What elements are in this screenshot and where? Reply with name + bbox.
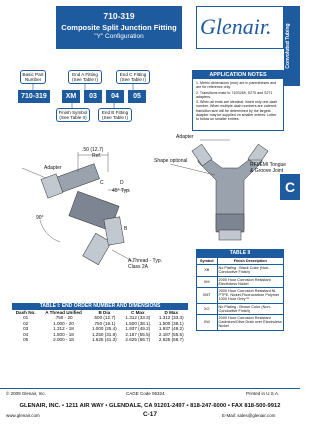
end-a-label: End A Fitting (See Table I) — [68, 70, 102, 84]
dim-c: C — [100, 180, 104, 186]
table-row — [12, 337, 188, 342]
table-row — [197, 288, 283, 304]
table-row — [197, 303, 283, 314]
footer-email[interactable]: E-Mail: sales@glenair.com — [222, 413, 276, 418]
adapter-label-left: Adapter — [44, 165, 62, 171]
table2-header: Finish Description — [217, 258, 283, 265]
pn-box-end-a: 03 — [84, 90, 102, 103]
table-cell: .750 (19.1) — [93, 320, 116, 326]
table-cell: 1.000 - 20 — [53, 320, 74, 326]
table-cell: 1.000 (25.4) — [91, 326, 117, 332]
pn-box-end-c: 05 — [128, 90, 146, 103]
y-fitting-right — [192, 144, 268, 240]
table-cell: 1.500 (38.1) — [158, 320, 184, 326]
finish-symbol: XMT — [197, 288, 217, 304]
table-cell: 04 — [23, 331, 29, 337]
angle-90: 90° — [36, 215, 44, 221]
table-end-order — [12, 303, 188, 342]
a-thread-label: A Thread - Typ. Class 2A — [128, 258, 163, 270]
dim-b: B — [124, 226, 128, 232]
end-c-label: End C Fitting (See Table I) — [116, 70, 150, 84]
note-3: 3. When all ends are identical, insert only one dash number. When multiple dash numbers are ordered, transition size will be determined by the largest. Adapter may be supplied on smaller entries. Letter to follow on smaller entries. — [196, 100, 278, 122]
page-number: C-17 — [142, 411, 158, 418]
table-cell: .500 (12.7) — [93, 315, 116, 321]
copyright: © 2009 Glenair, Inc. — [6, 391, 46, 396]
table-cell: .750 - 20 — [54, 315, 73, 321]
finish-description: 2000 Hour Corrosion Resistant Electroless Nickel — [217, 276, 283, 287]
finish-symbol: XW — [197, 315, 217, 330]
table-cell: 1.500 (38.1) — [125, 320, 151, 326]
table-row — [197, 265, 283, 276]
part-number-title: 710-319 — [103, 11, 135, 21]
product-title: Composite Split Junction Fitting — [61, 23, 177, 32]
table-cell: 1.937 (49.2) — [125, 326, 151, 332]
footer-divider — [0, 388, 300, 389]
finish-description: No Plating - Brown Color (Non-Conductive Finish) — [217, 303, 283, 314]
finish-description: 2000 Hour Corrosion Resistant Ni-PTFE, Nickel-Fluorocarbon Polymer 1000 Hour Grey™ — [217, 288, 283, 304]
footer-web[interactable]: www.glenair.com — [6, 413, 40, 418]
table-cell: 1.312 - 18 — [53, 326, 74, 332]
table-cell: 01 — [23, 315, 29, 321]
side-tab-label: Convoluted Tubing — [285, 23, 291, 69]
angle-45: 45° Typ. — [112, 188, 131, 194]
table-cell: 2.625 (66.7) — [158, 337, 184, 343]
table-cell: 05 — [23, 337, 29, 343]
table-cell: 2.187 (55.5) — [125, 331, 151, 337]
table1-header: Dash No. — [15, 310, 36, 315]
finish-symbol: XM — [197, 276, 217, 287]
table1-header: D Max — [164, 310, 179, 315]
y-fitting-left — [41, 164, 124, 265]
table-cell: 2.000 - 18 — [53, 337, 74, 343]
note-1: 1. Metric dimensions (mm) are in parentheses and are for reference only. — [196, 81, 277, 90]
finish-symbol: XO — [197, 303, 217, 314]
table1-header: A Thread Unified — [45, 310, 82, 315]
table-cell: 1.500 - 18 — [53, 331, 74, 337]
table-cell: 1.312 (33.3) — [125, 315, 151, 321]
cage-code: CAGE Code 06324 — [126, 391, 165, 396]
finish-description: No Plating - Black Color (Non-Conductive Finish) — [217, 265, 283, 276]
note-2: 2. Transitions mate to 710S269, S270 and S271 adapters. — [196, 90, 273, 99]
dim-ref: Ref. — [92, 153, 102, 159]
table-cell: 2.625 (66.7) — [125, 337, 151, 343]
table-finish — [196, 249, 284, 331]
table-row — [197, 276, 283, 287]
table2-title: TABLE II — [197, 250, 283, 257]
dim-50: .50 (12.7) — [82, 147, 104, 153]
table-row — [197, 315, 283, 330]
table-cell: 02 — [23, 320, 29, 326]
basic-part-label: Basic Part Number — [20, 70, 46, 84]
table-cell: 03 — [23, 326, 29, 332]
product-subtitle: "Y" Configuration — [94, 33, 144, 40]
table-cell: 1.625 (41.3) — [91, 337, 117, 343]
shape-optional-label: Shape optional — [154, 158, 188, 164]
table-cell: 1.937 (49.2) — [158, 326, 184, 332]
adapter-label-right: Adapter — [176, 134, 194, 140]
table-cell: 1.250 (31.8) — [91, 331, 117, 337]
table1-header: B Dia — [98, 310, 111, 315]
table-cell: 2.187 (55.5) — [158, 331, 184, 337]
table1-header: C Max — [131, 310, 145, 315]
notes-heading: APPLICATION NOTES — [193, 71, 283, 79]
printed-in: Printed in U.S.A. — [246, 391, 280, 396]
finish-symbol: XB — [197, 265, 217, 276]
table2-header: Symbol — [197, 258, 217, 265]
dim-d: D — [120, 180, 124, 186]
pn-box-finish: XM — [62, 90, 80, 103]
finish-description: 2000 Hour Corrosion Resistant Cadmium/Olive Drab over Electroless Nickel — [218, 316, 282, 329]
table1-title: TABLE I: END ORDER NUMBER AND DIMENSIONS — [12, 303, 188, 310]
footer-address: GLENAIR, INC. • 1211 AIR WAY • GLENDALE, CA 91201-2497 • 818-247-6000 • FAX 818-500-9912 — [19, 403, 281, 409]
glenair-logo: Glenair. — [200, 14, 272, 39]
section-tab: C — [280, 174, 300, 200]
end-b-label: End B Fitting (See Table I) — [98, 108, 132, 122]
finish-label: Finish Symbol (See Table II) — [56, 108, 90, 122]
rfi-label: RFI/EMI Tongue & Groove Joint — [250, 162, 287, 174]
pn-box-end-b: 04 — [106, 90, 124, 103]
table-cell: 1.312 (33.3) — [158, 315, 184, 321]
pn-box-basic: 710-319 — [18, 90, 50, 103]
table2-header-row — [197, 258, 283, 265]
